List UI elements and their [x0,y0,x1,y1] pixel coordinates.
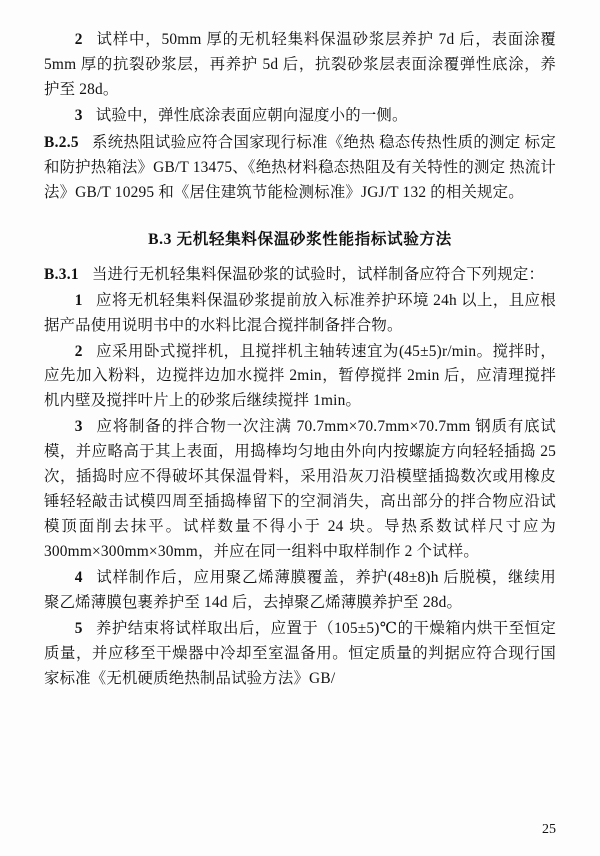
item-marker: 2 [74,31,83,48]
section-heading-b-3: B.3 无机轻集料保温砂浆性能指标试验方法 [148,230,452,248]
clause-text: 系统热阻试验应符合国家现行标准《绝热 稳态传热性质的测定 标定和防护热箱法》GB/T 13475、《绝热材料稳态热阻及有关特性的测定 热流计法》GB/T 10295 和《居住建筑节能检测标准》JGJ/T 132 的相关规定。 [44,133,556,201]
numbered-item [44,104,556,129]
item-marker: 3 [74,106,83,124]
clause-number: B.3.1 [44,265,79,283]
item-text: 应采用卧式搅拌机，且搅拌机主轴转速宜为(45±5)r/min。搅拌时，应先加入粉料，边搅拌边加水搅拌 2min，暂停搅拌 2min 后，应清理搅拌机内壁及搅拌叶片上的砂浆后继续搅拌 1min。 [44,342,556,410]
item-text: 应将无机轻集料保温砂浆提前放入标准养护环境 24h 以上，且应根据产品使用说明书中的水料比混合搅拌制备拌合物。 [44,291,556,334]
numbered-item [44,340,556,415]
item-text: 养护结束将试样取出后，应置于（105±5)℃的干燥箱内烘干至恒定质量，并应移至干燥器中冷却至室温备用。恒定质量的判据应符合现行国家标准《无机硬质绝热制品试验方法》GB/ [44,620,556,687]
clause-b-3-1 [44,263,556,288]
clause-b-2-5 [44,131,556,206]
item-marker: 1 [74,291,83,309]
item-text: 试样制作后，应用聚乙烯薄膜覆盖，养护(48±8)h 后脱模，继续用聚乙烯薄膜包裹养护至 14d 后，去掉聚乙烯薄膜养护至 28d。 [44,569,556,612]
numbered-item [44,289,556,339]
numbered-item [44,28,556,103]
clause-number: B.2.5 [44,133,79,151]
numbered-item [44,617,556,692]
item-marker: 5 [74,620,83,638]
item-marker: 3 [74,418,83,436]
item-text: 应将制备的拌合物一次注满 70.7mm×70.7mm×70.7mm 钢质有底试模，并应略高于其上表面，用捣棒均匀地由外向内按螺旋方向轻轻插捣 25 次，插捣时应不得破坏其保温骨料，采用沿灰刀沿模壁插捣数次或用橡皮锤轻轻敲击试模四周至插捣棒留下的空洞消失，高出部分的拌合物应沿试模顶面削去抹平。试样数量不得小于 24 块。导热系数试样尺寸应为300mm×300mm×30mm，并应在同一组料中取样制作 2 个试样。 [44,418,556,561]
clause-text: 当进行无机轻集料保温砂浆的试验时，试样制备应符合下列规定： [91,265,545,283]
item-marker: 4 [74,569,83,587]
page-number: 25 [542,822,556,837]
item-text: 试样中，50mm 厚的无机轻集料保温砂浆层养护 7d 后，表面涂覆 5mm 厚的抗裂砂浆层，再养护 5d 后，抗裂砂浆层表面涂覆弹性底涂，养护至 28d。 [44,31,556,98]
numbered-item [44,566,556,616]
item-marker: 2 [74,342,83,360]
numbered-item [44,415,556,565]
item-text: 试验中，弹性底涂表面应朝向湿度小的一侧。 [95,106,408,124]
